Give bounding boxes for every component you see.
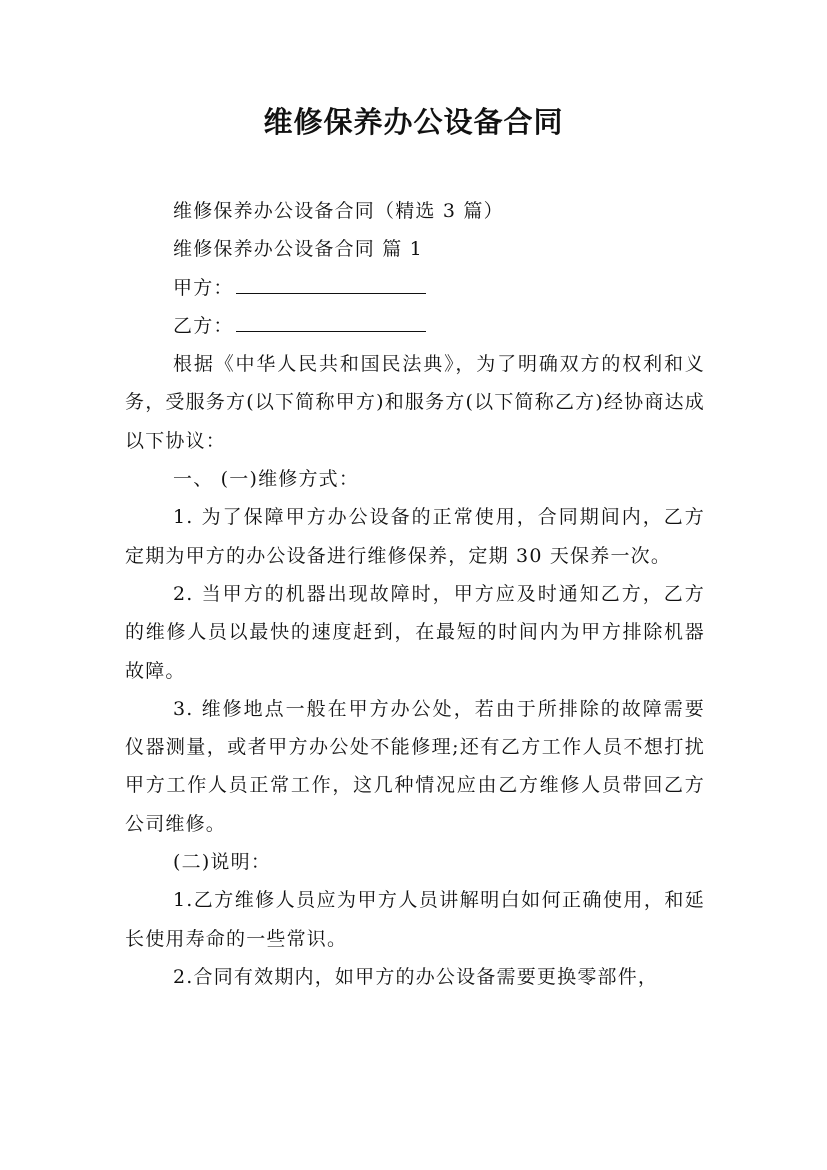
intro-paragraph: 根据《中华人民共和国民法典》，为了明确双方的权利和义务，受服务方(以下简称甲方)和服务方(以下简称乙方)经协商达成以下协议： bbox=[125, 353, 705, 452]
note-item-2: 2.合同有效期内，如甲方的办公设备需要更换零部件， bbox=[173, 965, 659, 988]
document-title: 维修保养办公设备合同 bbox=[263, 105, 564, 139]
clause-item-2: 2. 当甲方的机器出现故障时，甲方应及时通知乙方，乙方的维修人员以最快的速度赶到，在最短的时间内为甲方排除机器故障。 bbox=[125, 582, 705, 682]
clause-item-3: 3. 维修地点一般在甲方办公处，若由于所排除的故障需要仪器测量，或者甲方办公处不能修理;还有乙方工作人员不想打扰甲方工作人员正常工作，这几种情况应由乙方维修人员带回乙方公司维修。 bbox=[125, 697, 705, 835]
subtitle-paragraph: 维修保养办公设备合同（精选 3 篇） bbox=[173, 200, 504, 222]
clause-heading-notes: (二)说明： bbox=[173, 851, 272, 874]
party-a-line bbox=[125, 269, 705, 307]
note-item-1: 1.乙方维修人员应为甲方人员讲解明白如何正确使用，和延长使用寿命的一些常识。 bbox=[125, 889, 705, 950]
clause-heading-maintenance-method: 一、 (一)维修方式： bbox=[173, 468, 360, 491]
document-body bbox=[125, 192, 705, 996]
party-a-blank bbox=[236, 275, 426, 294]
party-b-label: 乙方： bbox=[173, 314, 234, 337]
section-heading: 维修保养办公设备合同 篇 1 bbox=[173, 238, 423, 261]
party-b-blank bbox=[236, 313, 426, 332]
party-a-label: 甲方： bbox=[173, 276, 234, 299]
party-b-line bbox=[125, 307, 705, 345]
clause-item-1: 1. 为了保障甲方办公设备的正常使用，合同期间内，乙方定期为甲方的办公设备进行维修保养，定期 30 天保养一次。 bbox=[125, 506, 705, 567]
